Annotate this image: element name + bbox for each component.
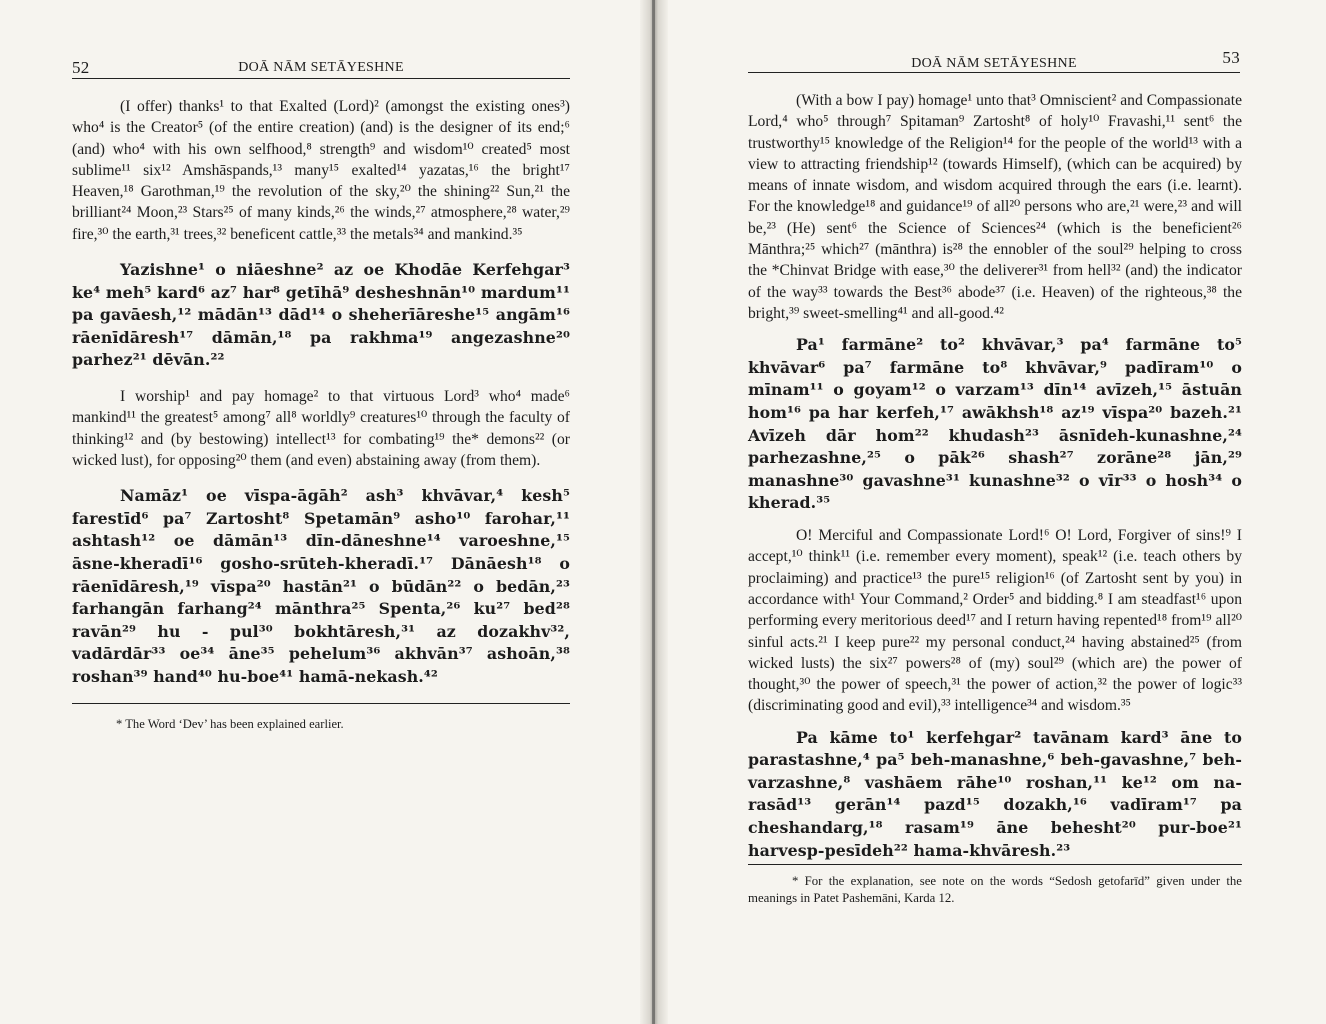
running-title: DOĀ NĀM SETĀYESHNE	[238, 60, 404, 75]
footnote-divider	[72, 703, 570, 704]
transliteration-paragraph: Namāz¹ oe vīspa-āgāh² ash³ khvāvar,⁴ kesh⁵ farestīd⁶ pa⁷ Zartosht⁸ Spetamān⁹ asho¹⁰ farohar,¹¹ ashtash¹² oe dāmān¹³ dīn-dāneshne¹⁴ varoeshne,¹⁵ āsne-kheradī¹⁶ gosho-srūteh-kheradī.¹⁷ Dānāesh¹⁸ o rāenīdāresh,¹⁹ vīspa²⁰ hastān²¹ o būdān²² o bedān,²³ farhangān farhang²⁴ mānthra²⁵ Spenta,²⁶ ku²⁷ bed²⁸ ravān²⁹ hu - pul³⁰ bokhtāresh,³¹ az dozakhv³², vadārdār³³ oe³⁴ āne³⁵ pehelum³⁶ akhvān³⁷ ashoān,³⁸ roshan³⁹ hand⁴⁰ hu-boe⁴¹ hamā-nekash.⁴²	[72, 486, 570, 686]
footnote: * For the explanation, see note on the words “Sedosh getofarīd” given under the meanings in Patet Pashemāni, Karda 12.	[748, 874, 1242, 906]
translation-paragraph: (I offer) thanks¹ to that Exalted (Lord)² (amongst the existing ones³) who⁴ is the Creator⁵ (of the entire creation) (and) is the designer of its end;⁶ (and) who⁴ with his own selfhood,⁸ strength⁹ and wisdom¹⁰ created⁵ most sublime¹¹ six¹² Amshāspands,¹³ many¹⁵ exalted¹⁴ yazatas,¹⁶ the bright¹⁷ Heaven,¹⁸ Garothman,¹⁹ the revolution of the sky,²⁰ the shining²² Sun,²¹ the brilliant²⁴ Moon,²³ Stars²⁵ of many kinds,²⁶ the winds,²⁷ atmosphere,²⁸ water,²⁹ fire,³⁰ the earth,³¹ trees,³² beneficent cattle,³³ the metals³⁴ and mankind.³⁵	[72, 98, 570, 243]
right-running-head	[748, 48, 1240, 73]
translation-paragraph: O! Merciful and Compassionate Lord!⁶ O! Lord, Forgiver of sins!⁹ I accept,¹⁰ think¹¹ (i.e. remember every moment), speak¹² (i.e. teach others by proclaiming) and practice¹³ the pure¹⁵ religion¹⁶ (of Zartosht sent by you) in accordance with¹ Your Command,² Order⁵ and bidding.⁸ I am steadfast¹⁶ upon performing every meritorious deed¹⁷ and I return having repented¹⁸ from¹⁹ all²⁰ sinful acts.²¹ I keep pure²² my personal conduct,²⁴ having abstained²⁵ (from wicked lusts) the six²⁷ powers²⁸ of (my) soul²⁹ (which are) the power of thought,³⁰ the power of speech,³¹ the power of action,³² the power of logic³³ (discriminating good and evil),³³ intelligence³⁴ and wisdom.³⁵	[748, 527, 1242, 715]
left-text-column	[72, 96, 570, 733]
left-page	[0, 0, 650, 1024]
footnote: * The Word ‘Dev’ has been explained earlier.	[116, 716, 344, 731]
right-page	[656, 0, 1326, 1024]
transliteration-paragraph: Pa kāme to¹ kerfehgar² tavānam kard³ āne to parastashne,⁴ pa⁵ beh-manashne,⁶ beh-gavashne,⁷ beh-varzashne,⁸ vashāem rāhe¹⁰ roshan,¹¹ ke¹² om na-rasād¹³ gerān¹⁴ pazd¹⁵ dozakh,¹⁶ vadīram¹⁷ pa cheshandarg,¹⁸ rasam¹⁹ āne behesht²⁰ pur-boe²¹ harvesp-pesīdeh²² hama-khvāresh.²³	[748, 727, 1242, 866]
page-number: 52	[72, 58, 90, 77]
left-running-head	[72, 58, 570, 79]
running-title: DOĀ NĀM SETĀYESHNE	[911, 56, 1077, 71]
translation-paragraph: I worship¹ and pay homage² to that virtuous Lord³ who⁴ made⁶ mankind¹¹ the greatest⁵ among⁷ all⁸ worldly⁹ creatures¹⁰ through the faculty of thinking¹² and (by bestowing) intellect¹³ for combating¹⁹ the* demons²² (or wicked lust), for opposing²⁰ them (and even) abstaining away (from them).	[72, 388, 570, 469]
page-number: 53	[1222, 48, 1240, 67]
right-text-column	[748, 90, 1242, 907]
binding-line	[652, 0, 655, 1024]
transliteration-paragraph: Pa¹ farmāne² to² khvāvar,³ pa⁴ farmāne to⁵ khvāvar⁶ pa⁷ farmāne to⁸ khvāvar,⁹ padīram¹⁰ o mīnam¹¹ o goyam¹² o varzam¹³ dīn¹⁴ avīzeh,¹⁵ āstuān hom¹⁶ pa har kerfeh,¹⁷ awākhsh¹⁸ az¹⁹ vīspa²⁰ bazeh.²¹ Avīzeh dār hom²² khudash²³ āsnīdeh-kunashne,²⁴ parhezashne,²⁵ o pāk²⁶ shash²⁷ zorāne²⁸ jān,²⁹ manashne³⁰ gavashne³¹ kunashne³² o vīr³³ o hosh³⁴ o kherad.³⁵	[748, 335, 1242, 513]
transliteration-paragraph: Yazishne¹ o niāeshne² az oe Khodāe Kerfehgar³ ke⁴ meh⁵ kard⁶ az⁷ har⁸ getīhā⁹ desheshnān¹⁰ mardum¹¹ pa gavāesh,¹² mādān¹³ dād¹⁴ o sheherīāreshe¹⁵ angām¹⁶ rāenīdāresh¹⁷ dāmān,¹⁸ pa rakhma¹⁹ angezashne²⁰ parhez²¹ dēvān.²²	[72, 260, 570, 370]
translation-paragraph: (With a bow I pay) homage¹ unto that³ Omniscient² and Compassionate Lord,⁴ who⁵ through⁷ Spitaman⁹ Zartosht⁸ of holy¹⁰ Fravashi,¹¹ sent⁶ the trustworthy¹⁵ knowledge of the Religion¹⁴ for the people of the world¹³ with a view to attracting friendship¹² (towards Himself), (which can be acquired) by means of innate wisdom, and wisdom acquired through the ears (i.e. learnt). For the knowledge¹⁸ and guidance¹⁹ of all²⁰ persons who are,²¹ were,²³ and will be,²³ (He) sent⁶ the Science of Sciences²⁴ (which is the beneficient²⁶ Mānthra;²⁵ which²⁷ (mānthra) is²⁸ the ennobler of the soul²⁹ helping to cross the *Chinvat Bridge with ease,³⁰ the deliverer³¹ from hell³² (and) the indicator of the way³³ towards the Best³⁶ abode³⁷ (i.e. Heaven) of the righteous,³⁸ the bright,³⁹ sweet-smelling⁴¹ and all-good.⁴²	[748, 92, 1242, 322]
